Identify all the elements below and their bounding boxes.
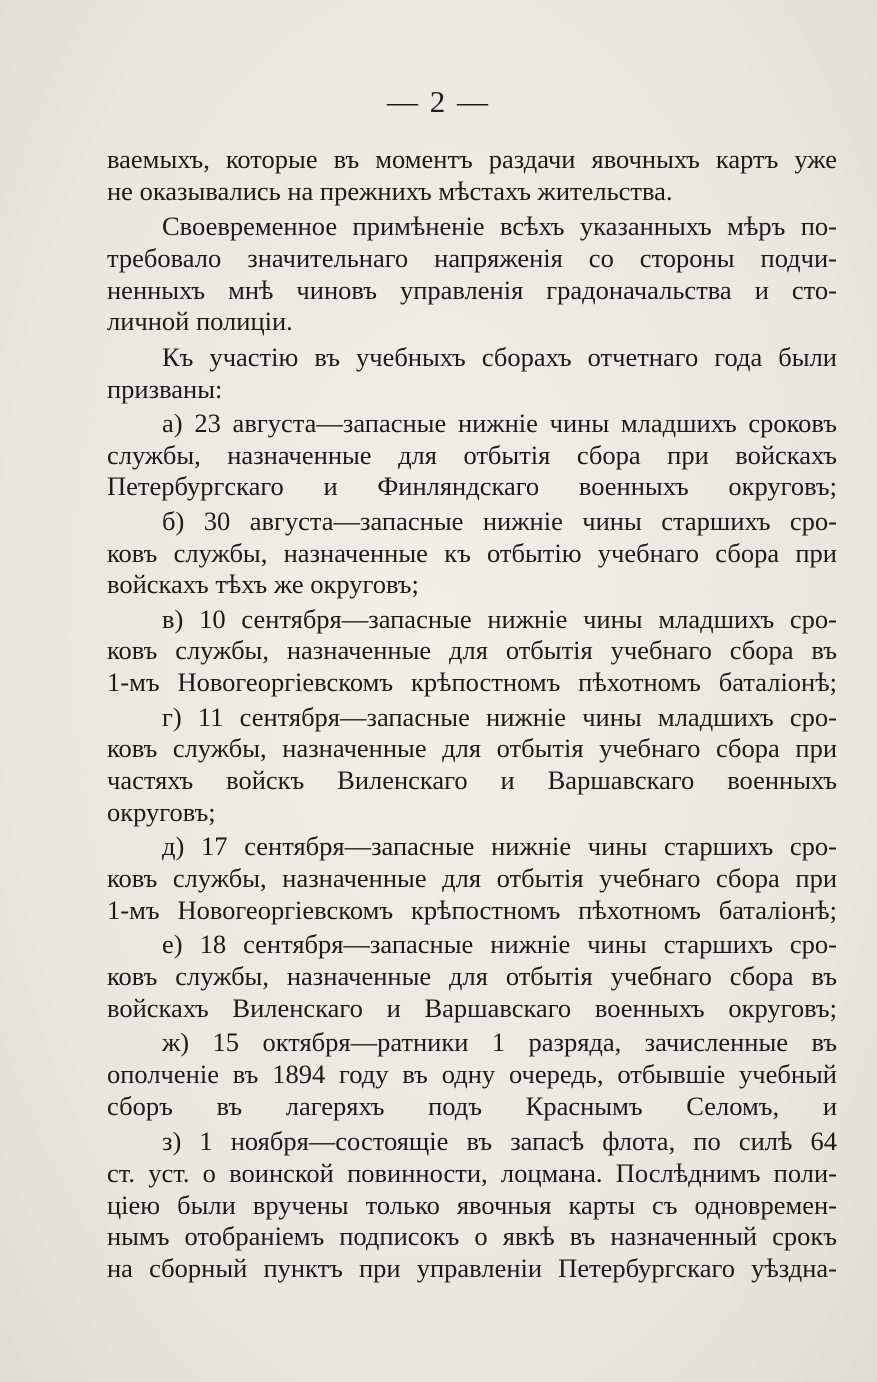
text-line: з) 1 ноября—состоящіе въ запасѣ флота, по силѣ 64 (162, 1125, 837, 1156)
paragraph (107, 211, 837, 338)
paragraph (107, 342, 837, 406)
text-line: призваны: (107, 373, 223, 404)
list-item (107, 1027, 837, 1122)
text-line: д) 17 сентября—запасные нижніе чины старшихъ сро- (162, 831, 837, 862)
text-line: г) 11 сентября—запасные нижніе чины младшихъ сро- (162, 701, 837, 732)
list-item (107, 1126, 837, 1285)
text-line: на сборный пунктъ при управленіи Петербургскаго уѣздна- (107, 1253, 837, 1284)
body-text (107, 144, 837, 1285)
text-line: ковъ службы, назначенные для отбытія учебнаго сбора при (107, 863, 837, 894)
text-line: Своевременное примѣненіе всѣхъ указанныхъ мѣръ по- (162, 211, 837, 242)
list-item (107, 929, 837, 1024)
list-item (107, 408, 837, 503)
list-item (107, 831, 837, 926)
text-line: службы, назначенные для отбытія сбора при войскахъ (107, 439, 837, 470)
text-line: ковъ службы, назначенные для отбытія учебнаго сбора въ (107, 635, 837, 666)
text-line: 1-мъ Новогеоргіевскомъ крѣпостномъ пѣхотномъ баталіонѣ; (107, 894, 837, 925)
text-line: войскахъ тѣхъ же округовъ; (107, 569, 419, 600)
text-line: а) 23 августа—запасные нижніе чины младшихъ сроковъ (162, 407, 837, 438)
text-line: в) 10 сентября—запасные нижніе чины младшихъ сро- (162, 603, 837, 634)
text-line: личной полиціи. (107, 306, 293, 337)
text-line: Петербургскаго и Финляндскаго военныхъ округовъ; (107, 471, 837, 502)
text-line: ковъ службы, назначенные для отбытія учебнаго сбора въ (107, 960, 837, 991)
text-line: е) 18 сентября—запасные нижніе чины старшихъ сро- (162, 929, 837, 960)
text-line: требовало значительнаго напряженія со стороны подчи- (107, 242, 837, 273)
text-line: ціею были вручены только явочныя карты съ одновремен- (107, 1189, 837, 1220)
page-number: — 2 — (387, 84, 490, 119)
text-line: ковъ службы, назначенные для отбытія учебнаго сбора при (107, 733, 837, 764)
list-item (107, 506, 837, 601)
list-item (107, 702, 837, 829)
text-line: ненныхъ мнѣ чиновъ управленія градоначальства и сто- (107, 274, 837, 305)
text-line: ж) 15 октября—ратники 1 разряда, зачисленные въ (162, 1027, 837, 1058)
text-line: частяхъ войскъ Виленскаго и Варшавскаго военныхъ (107, 765, 837, 796)
text-line: нымъ отобраніемъ подписокъ о явкѣ въ назначенный срокъ (107, 1221, 837, 1252)
text-line: не оказывались на прежнихъ мѣстахъ жительства. (107, 175, 673, 206)
text-line: б) 30 августа—запасные нижніе чины старшихъ сро- (162, 505, 837, 536)
text-line: ваемыхъ, которые въ моментъ раздачи явочныхъ картъ уже (107, 144, 837, 174)
text-line: Къ участію въ учебныхъ сборахъ отчетнаго года были (162, 341, 837, 372)
text-line: войскахъ Виленскаго и Варшавскаго военныхъ округовъ; (107, 992, 837, 1023)
text-line: сборъ въ лагеряхъ подъ Краснымъ Селомъ, и (107, 1090, 837, 1121)
list-item (107, 604, 837, 699)
text-line: ковъ службы, назначенные къ отбытію учебнаго сбора при (107, 537, 837, 568)
text-line: ст. уст. о воинской повинности, лоцмана. Послѣднимъ поли- (107, 1157, 837, 1188)
text-line: округовъ; (107, 796, 216, 827)
text-line: ополченіе въ 1894 году въ одну очередь, отбывшіе учебный (107, 1058, 837, 1089)
paragraph (107, 144, 837, 208)
text-line: 1-мъ Новогеоргіевскомъ крѣпостномъ пѣхотномъ баталіонѣ; (107, 667, 837, 698)
